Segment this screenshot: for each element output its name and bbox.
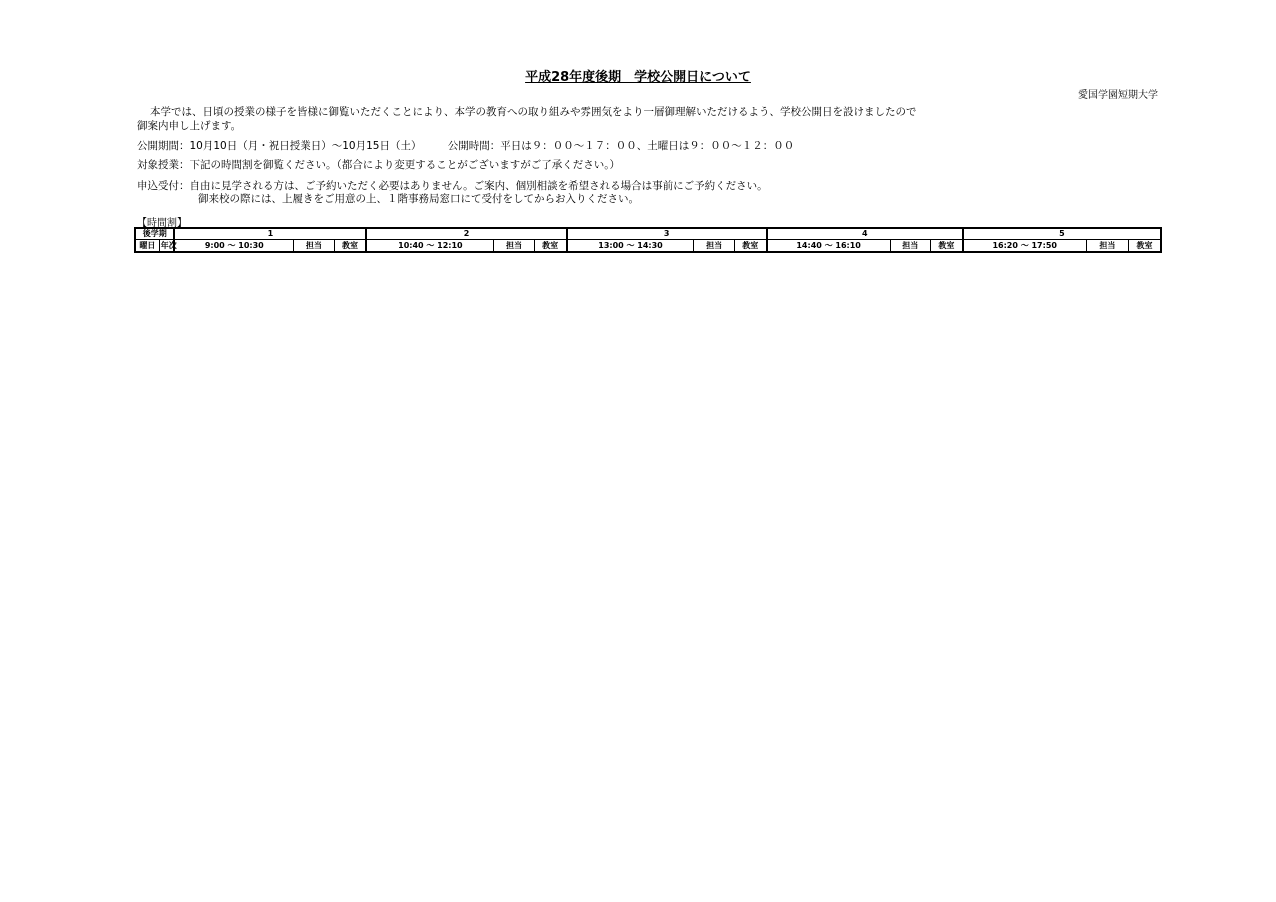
organization-name: 愛国学園短期大学 — [1078, 90, 1158, 101]
room-header: 教室 — [334, 240, 366, 253]
teacher-header: 担当 — [1086, 240, 1128, 253]
room-header: 教室 — [734, 240, 766, 253]
room-header: 教室 — [534, 240, 566, 253]
teacher-header: 担当 — [494, 240, 534, 253]
year-header: 年次 — [159, 240, 174, 253]
teacher-header: 担当 — [890, 240, 930, 253]
target-classes: 対象授業：下記の時間割を御覧ください。（都合により変更することがございますがご了承ください。） — [137, 159, 620, 171]
intro-text-2: 御案内申し上げます。 — [137, 120, 242, 132]
time-header: 14:40 ～ 16:10 — [767, 240, 890, 253]
timetable-label: 【時間割】 — [137, 218, 187, 229]
application-info-2: 御来校の際には、上履きをご用意の上、１階事務局窓口にて受付をしてからお入りください。 — [198, 193, 639, 205]
intro-text-1: 本学では、日頃の授業の様子を皆様に御覧いただくことにより、本学の教育への取り組みや雰囲気をより一層御理解いただけるよう、学校公開日を設けましたので — [150, 106, 917, 118]
time-header: 10:40 ～ 12:10 — [366, 240, 493, 253]
day-header: 曜日 — [135, 240, 159, 253]
time-header: 9:00 ～ 10:30 — [174, 240, 293, 253]
teacher-header: 担当 — [294, 240, 334, 253]
page-title: 平成28年度後期 学校公開日について — [525, 70, 751, 85]
time-header: 16:20 ～ 17:50 — [963, 240, 1086, 253]
period-4-header: 4 — [767, 228, 963, 240]
time-header: 13:00 ～ 14:30 — [567, 240, 694, 253]
term-header: 後学期 — [135, 228, 174, 240]
room-header: 教室 — [930, 240, 962, 253]
public-period: 公開期間：10月10日（月・祝日授業日）～10月15日（土） 公開時間：平日は９：００～１７：００、土曜日は９：００～１２：００ — [137, 140, 795, 152]
period-2-header: 2 — [366, 228, 566, 240]
room-header: 教室 — [1129, 240, 1161, 253]
header-row-periods — [135, 228, 1161, 240]
period-5-header: 5 — [963, 228, 1161, 240]
period-3-header: 3 — [567, 228, 767, 240]
teacher-header: 担当 — [694, 240, 734, 253]
period-1-header: 1 — [174, 228, 366, 240]
timetable — [134, 227, 1162, 253]
application-info-1: 申込受付：自由に見学される方は、ご予約いただく必要はありません。ご案内、個別相談を希望される場合は事前にご予約ください。 — [137, 180, 768, 192]
header-row-times — [135, 240, 1161, 253]
